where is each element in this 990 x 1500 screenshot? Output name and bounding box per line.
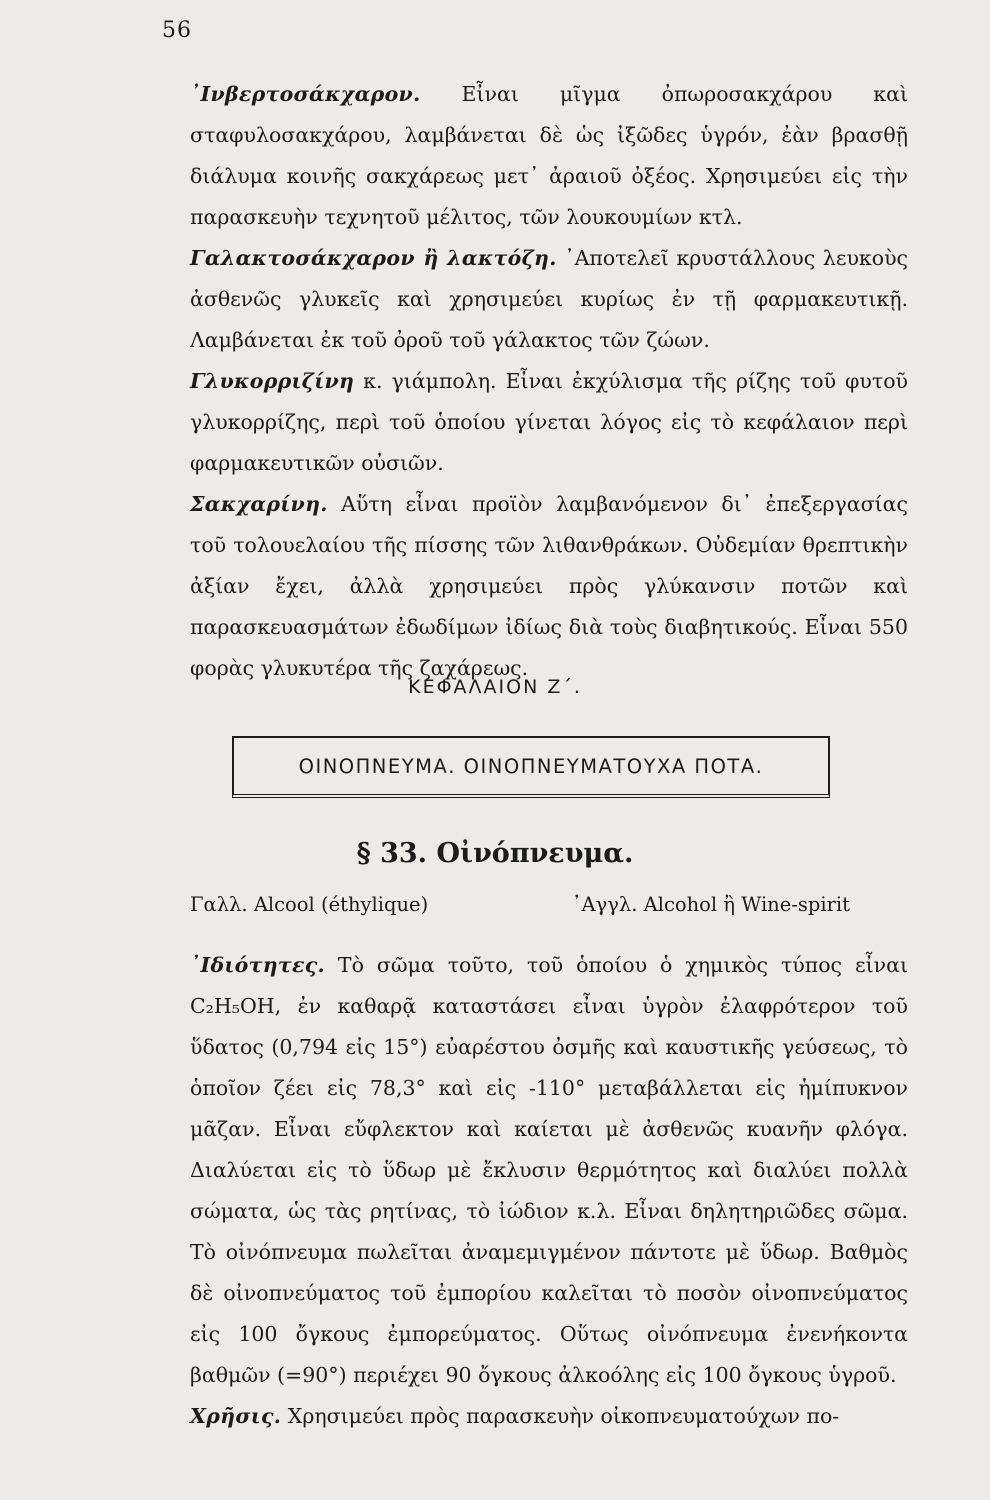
entry-term: ᾿Ιδιότητες. <box>190 953 325 977</box>
chapter-title-box <box>232 736 830 798</box>
entry-properties <box>190 945 908 1396</box>
page-number: 56 <box>162 18 192 43</box>
entry-text: Εἶναι μῖγμα ὀπωροσακχάρου καὶ σταφυλοσακχάρου, λαμβάνεται δὲ ὡς ἰξῶδες ὑγρόν, ἐὰν βρασθῇ διάλυμα κοινῆς σακχάρεως μετ᾿ ἀραιοῦ ὀξέος. Χρησιμεύει εἰς τὴν παρασκευὴν τεχνητοῦ μέλιτος, τῶν λουκουμίων κτλ. <box>190 82 908 229</box>
entry-saccharin <box>190 484 908 689</box>
section-heading: § 33. Οἰνόπνευμα. <box>356 838 634 869</box>
foreign-names-line <box>190 893 850 916</box>
entry-text: Αὕτη εἶναι προϊὸν λαμβανόμενον δι᾿ ἐπεξεργασίας τοῦ τολουελαίου τῆς πίσσης τῶν λιθανθράκων. Οὐδεμίαν θρεπτικὴν ἀξίαν ἔχει, ἀλλὰ χρησιμεύει πρὸς γλύκανσιν ποτῶν καὶ παρασκευασμάτων ἐδωδίμων ἰδίως διὰ τοὺς διαβητικούς. Εἶναι 550 φορὰς γλυκυτέρα τῆς ζαχάρεως. <box>190 492 908 680</box>
entry-invertsugar <box>190 74 908 238</box>
chapter-label: ΚΕΦΑΛΑΙΟΝ Ζ΄. <box>408 676 582 698</box>
entry-glycyrrhizin <box>190 361 908 484</box>
entry-term: ᾿Ινβερτοσάκχαρον. <box>190 82 421 106</box>
entry-term: Σακχαρίνη. <box>190 492 328 516</box>
entry-text: Τὸ σῶμα τοῦτο, τοῦ ὁποίου ὁ χημικὸς τύπος εἶναι C₂H₅OH, ἐν καθαρᾷ καταστάσει εἶναι ὑγρὸν ἐλαφρότερον τοῦ ὕδατος (0,794 εἰς 15°) εὐαρέστου ὀσμῆς καὶ καυστικῆς γεύσεως, τὸ ὁποῖον ζέει εἰς 78,3° καὶ εἰς -110° μεταβάλλεται εἰς ἡμίπυκνον μᾶζαν. Εἶναι εὔφλεκτον καὶ καίεται μὲ ἀσθενῶς κυανῆν φλόγα. Διαλύεται εἰς τὸ ὕδωρ μὲ ἔκλυσιν θερμότητος καὶ διαλύει πολλὰ σώματα, ὡς τὰς ρητίνας, τὸ ἰώδιον κ.λ. Εἶναι δηλητηριῶδες σῶμα. Τὸ οἰνόπνευμα πωλεῖται ἀναμεμιγμένον πάντοτε μὲ ὕδωρ. Βαθμὸς δὲ οἰνοπνεύματος τοῦ ἐμπορίου καλεῖται τὸ ποσὸν οἰνοπνεύματος εἰς 100 ὄγκους ἐμπορεύματος. Οὕτως οἰνόπνευμα ἐνενήκοντα βαθμῶν (=90°) περιέχει 90 ὄγκους ἀλκοόλης εἰς 100 ὄγκους ὑγροῦ. <box>190 953 908 1387</box>
entry-term: Γλυκορριζίνη <box>190 369 355 393</box>
english-name: ᾿Αγγλ. Alcohol ἢ Wine-spirit <box>571 893 850 916</box>
entry-text: Χρησιμεύει πρὸς παρασκευὴν οἰκοπνευματούχων πο- <box>281 1404 840 1428</box>
entries-bottom-column <box>190 945 908 1437</box>
entry-term: Γαλακτοσάκχαρον ἢ λακτόζη. <box>190 246 557 270</box>
entry-term: Χρῆσις. <box>190 1404 282 1428</box>
entry-use <box>190 1396 908 1437</box>
entry-lactose <box>190 238 908 361</box>
entry-text: ᾿Αποτελεῖ κρυστάλλους λευκοὺς ἀσθενῶς γλυκεῖς καὶ χρησιμεύει κυρίως ἐν τῇ φαρμακευτικῇ. Λαμβάνεται ἐκ τοῦ ὀροῦ τοῦ γάλακτος τῶν ζώων. <box>190 246 909 352</box>
entry-text: κ. γιάμπολη. Εἶναι ἐκχύλισμα τῆς ρίζης τοῦ φυτοῦ γλυκορρίζης, περὶ τοῦ ὁποίου γίνεται λόγος εἰς τὸ κεφάλαιον περὶ φαρμακευτικῶν οὐσιῶν. <box>190 369 908 475</box>
chapter-title: ΟΙΝΟΠΝΕΥΜΑ. ΟΙΝΟΠΝΕΥΜΑΤΟΥΧΑ ΠΟΤΑ. <box>298 754 764 778</box>
entries-top-column <box>190 74 908 689</box>
french-name: Γαλλ. Alcool (éthylique) <box>190 893 429 916</box>
